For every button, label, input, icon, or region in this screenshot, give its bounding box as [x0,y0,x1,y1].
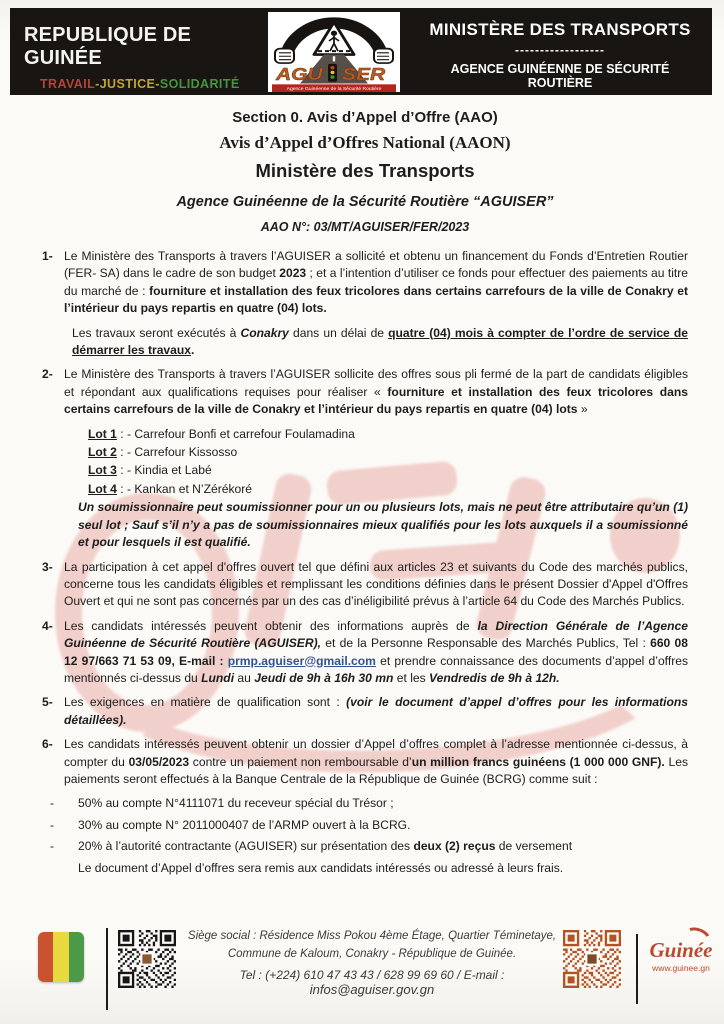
doc-title-agency: Agence Guinéenne de la Sécurité Routière “AGUISER” [176,194,554,210]
paragraph-4: 4- Les candidats intéressés peuvent obtenir des informations auprès de la Direction Générale de l’Agence Guinéenne de Sécurité Routière (AGUISER), et de la Personne Responsable des Marchés Publics, Tel : 660 08 12 97/663 71 53 09, E-mail : prmp.aguiser@gmail.com et prendre connaissance des documents d’appel d’offres mentionnés ci-dessus du Lundi au Jeudi de 9h à 16h 30 mn et les Vendredis de 9h à 12h. [42,618,688,685]
lot-item-2: Lot 2 : - Carrefour Kissosso [88,445,238,460]
qr-center-logo [142,954,151,963]
republic-title: REPUBLIQUE DE GUINÉE [24,24,192,69]
lot-item-4: Lot 4 : - Kankan et N’Zérékoré [88,481,252,496]
phone-email-line: Tel : (+224) 610 47 43 43 / 628 99 69 60 / E-mail : infos@aguiser.gov.gn [239,967,505,997]
logo-caption: Agence Guinéenne de la Sécurité Routière [286,86,382,91]
paragraph-number: 5- [42,695,53,710]
agency-title: AGENCE GUINÉENNE DE SÉCURITÉ ROUTIÈRE [450,62,670,90]
doc-title-section: Section 0. Avis d’Appel d’Offre (AAO) [232,109,498,126]
flag-stripe-green [69,932,84,982]
footer-divider-left [106,928,108,1010]
payment-bullet-2: - 30% au compte N° 2011000407 de l’ARMP ouvert à la BCRG. [50,817,411,832]
doc-title-national: Avis d’Appel d’Offres National (AAON) [219,133,511,152]
aguiser-logo-graphic [268,12,400,92]
payment-bullet-3: - 20% à l’autorité contractante (AGUISER) sur présentation des deux (2) reçus de versement [50,839,573,854]
lot-item-1: Lot 1 : - Carrefour Bonfi et carrefour Foulamadina [88,426,355,441]
single-lot-rule-note: Un soumissionnaire peut soumissionner pour un ou plusieurs lots, mais ne peut être attributaire qu’un (1) seul lot ; Sauf s’il n’y a pas de soumissionnaires mieux qualifiés pour les lots auxquels il a soumissionné et pour lesquels il est qualifié. [78,500,688,550]
paragraph-number: 2- [42,367,53,382]
payment-bullet-1: - 50% au compte N°4111071 du receveur spécial du Trésor ; [50,796,394,811]
paragraph-number: 1- [42,249,53,263]
qr-center-logo [587,954,596,963]
paragraph-1-note: Les travaux seront exécutés à Conakry dans un délai de quatre (04) mois à compter de l’ordre de service de démarrer les travaux. [72,325,689,358]
flag-stripe-red [38,932,53,982]
national-motto: TRAVAIL-JUSTICE-SOLIDARITÉ [40,77,240,91]
guinee-gn-logo [645,940,717,973]
paragraph-number: 3- [42,559,53,574]
header-banner [10,8,712,95]
paragraph-5: 5- Les exigences en matière de qualification sont : (voir le document d’appel d’offres pour les informations détaillées). [42,695,689,727]
email-link[interactable]: infos@aguiser.gov.gn [309,981,435,997]
header-right-block [418,20,702,90]
aguiser-logo [268,12,400,92]
footer-contact-block [186,928,558,997]
closing-line: Le document d’Appel d’offres sera remis aux candidats intéressés ou adressé à leurs frais. [78,860,564,875]
doc-title-reference: AAO N°: 03/MT/AGUISER/FER/2023 [260,220,470,234]
paragraph-3: 3- La participation à cet appel d'offres ouvert tel que défini aux articles 23 et suivants du Code des marchés publics, concerne tous les candidats éligibles et remplissant les conditions définies dans le présent Dossier d'Appel d'Offres Ouvert et qui ne sont pas concernés par un des cas d’inéligibilité prévus à l’article 64 du Code des Marchés Publics. [42,559,688,609]
paragraph-1: 1- Le Ministère des Transports à travers l’AGUISER a sollicité et obtenu un financement du Fonds d’Entretien Routier (FER- SA) dans le cadre de son budget 2023 ; et a l’intention d’utiliser ce fonds pour effectuer des paiements au titre du marché de : fourniture et installation des feux tricolores dans certains carrefours de la ville de Conakry et l’intérieur du pays repartis en quatre (04) lots. [42,249,688,316]
logo-text-left: AGU [276,64,323,85]
address-line-2: Commune de Kaloum, Conakry - République de Guinée. [227,947,517,960]
logo-text-right: SER [342,64,386,85]
paragraph-6: 6- Les candidats intéressés peuvent obtenir un dossier d’Appel d’offres complet à l’adresse mentionnée ci-dessus, à compter du 03/05/2023 contre un paiement non remboursable d’un million francs guinéens (1 000 000 GNF). Les paiements seront effectués à la Banque Centrale de la République de Guinée (BCRG) comme suit : [42,737,689,786]
address-line-1: Siège social : Résidence Miss Pokou 4ème Étage, Quartier Téminetaye, [187,930,557,942]
flag-stripe-yellow [53,932,68,982]
brand-url[interactable]: www.guinee.gn [652,963,710,973]
paragraph-number: 4- [42,618,53,633]
guinea-flag [38,932,84,982]
doc-title-ministry: Ministère des Transports [255,160,475,181]
dashed-separator: ------------------ [515,43,605,57]
lot-item-3: Lot 3 : - Kindia et Labé [88,463,212,478]
ministry-title: MINISTÈRE DES TRANSPORTS [429,20,691,39]
footer-divider-right [636,934,638,1004]
email-link[interactable]: prmp.aguiser@gmail.com [227,653,376,668]
footer [0,920,724,1024]
paragraph-2: 2- Le Ministère des Transports à travers l’AGUISER sollicite des offres sous pli fermé de la part de candidats éligibles et répondant aux qualifications requises pour réaliser « fourniture et installation des feux tricolores dans certains carrefours de la ville de Conakry et l’intérieur du pays repartis en quatre (04) lots » [42,367,688,417]
brand-name: Guinée [649,938,713,962]
header-left-block [24,24,274,91]
qr-code-black [118,930,176,988]
qr-code-orange [563,930,621,988]
paragraph-number: 6- [42,737,53,752]
